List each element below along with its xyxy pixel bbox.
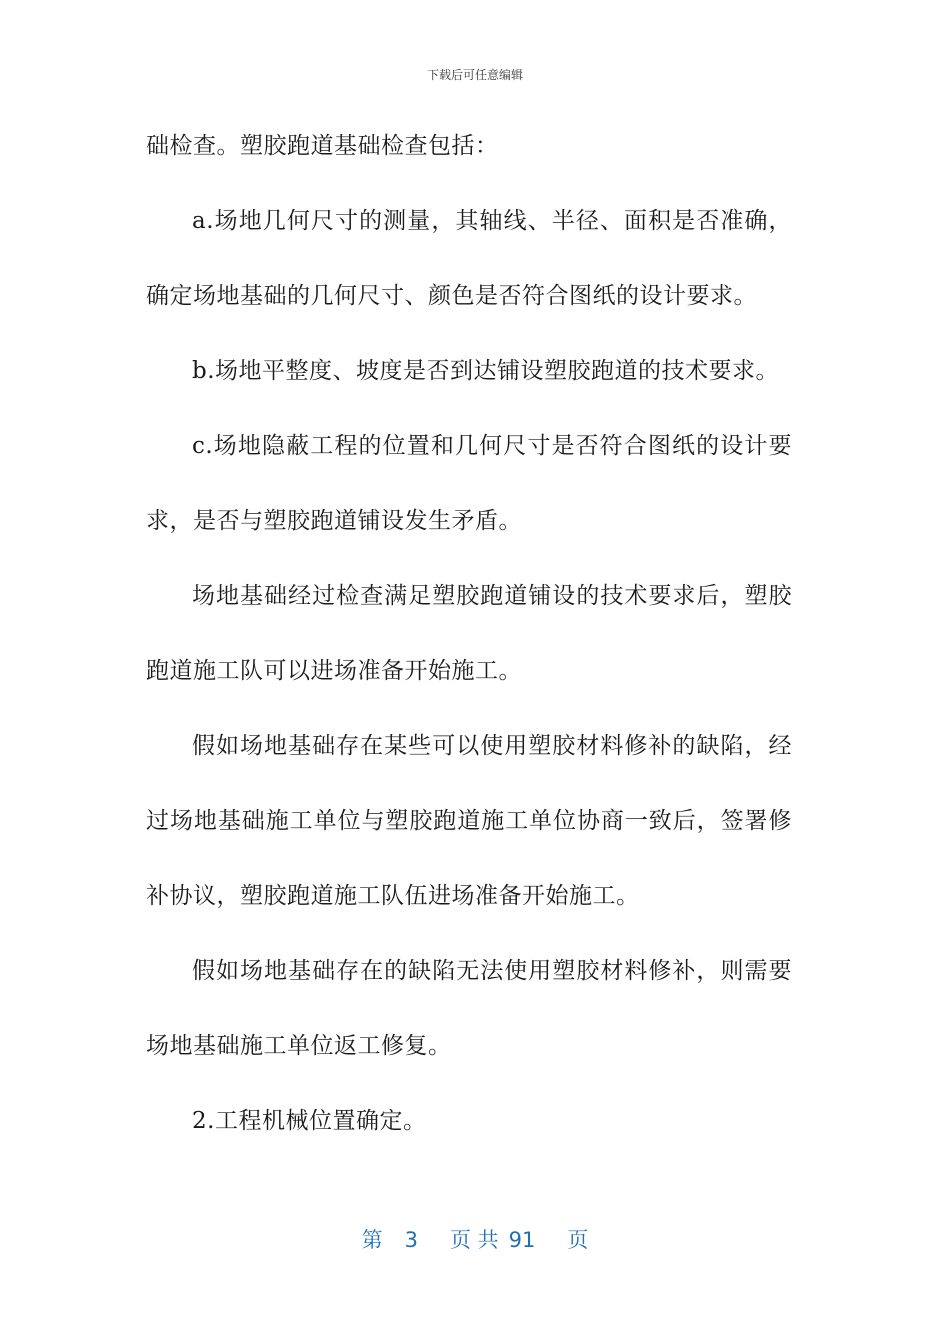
current-page-number: 3 (404, 1228, 418, 1252)
page-footer (0, 1224, 950, 1254)
paragraph-line: 补协议，塑胶跑道施工队伍进场准备开始施工。 (146, 883, 640, 909)
paragraph-line: 假如场地基础存在某些可以使用塑胶材料修补的缺陷，经 (192, 733, 792, 759)
footer-di: 第 (361, 1228, 383, 1252)
footer-ye: 页 (567, 1228, 589, 1252)
paragraph-line: 确定场地基础的几何尺寸、颜色是否符合图纸的设计要求。 (146, 283, 757, 309)
paragraph-line: 跑道施工队可以进场准备开始施工。 (146, 658, 522, 684)
paragraph-line: 过场地基础施工单位与塑胶跑道施工单位协商一致后，签署修 (146, 808, 792, 834)
total-pages-number: 91 (508, 1228, 536, 1252)
paragraph-line: a.场地几何尺寸的测量，其轴线、半径、面积是否准确， (192, 208, 792, 234)
paragraph-line: 求，是否与塑胶跑道铺设发生矛盾。 (146, 508, 522, 534)
paragraph-line: 2.工程机械位置确定。 (192, 1108, 427, 1134)
paragraph-line: b.场地平整度、坡度是否到达铺设塑胶跑道的技术要求。 (192, 358, 780, 384)
footer-ye-gong: 页 共 (449, 1228, 499, 1252)
document-body (146, 126, 792, 1176)
paragraph-line: 场地基础施工单位返工修复。 (146, 1033, 452, 1059)
paragraph-line: 假如场地基础存在的缺陷无法使用塑胶材料修补，则需要 (192, 958, 792, 984)
paragraph-line: c.场地隐蔽工程的位置和几何尺寸是否符合图纸的设计要 (192, 433, 792, 459)
page-header: 下载后可任意编辑 (426, 68, 523, 82)
paragraph-line: 场地基础经过检查满足塑胶跑道铺设的技术要求后，塑胶 (192, 583, 792, 609)
paragraph-line: 础检查。塑胶跑道基础检查包括： (146, 133, 499, 159)
